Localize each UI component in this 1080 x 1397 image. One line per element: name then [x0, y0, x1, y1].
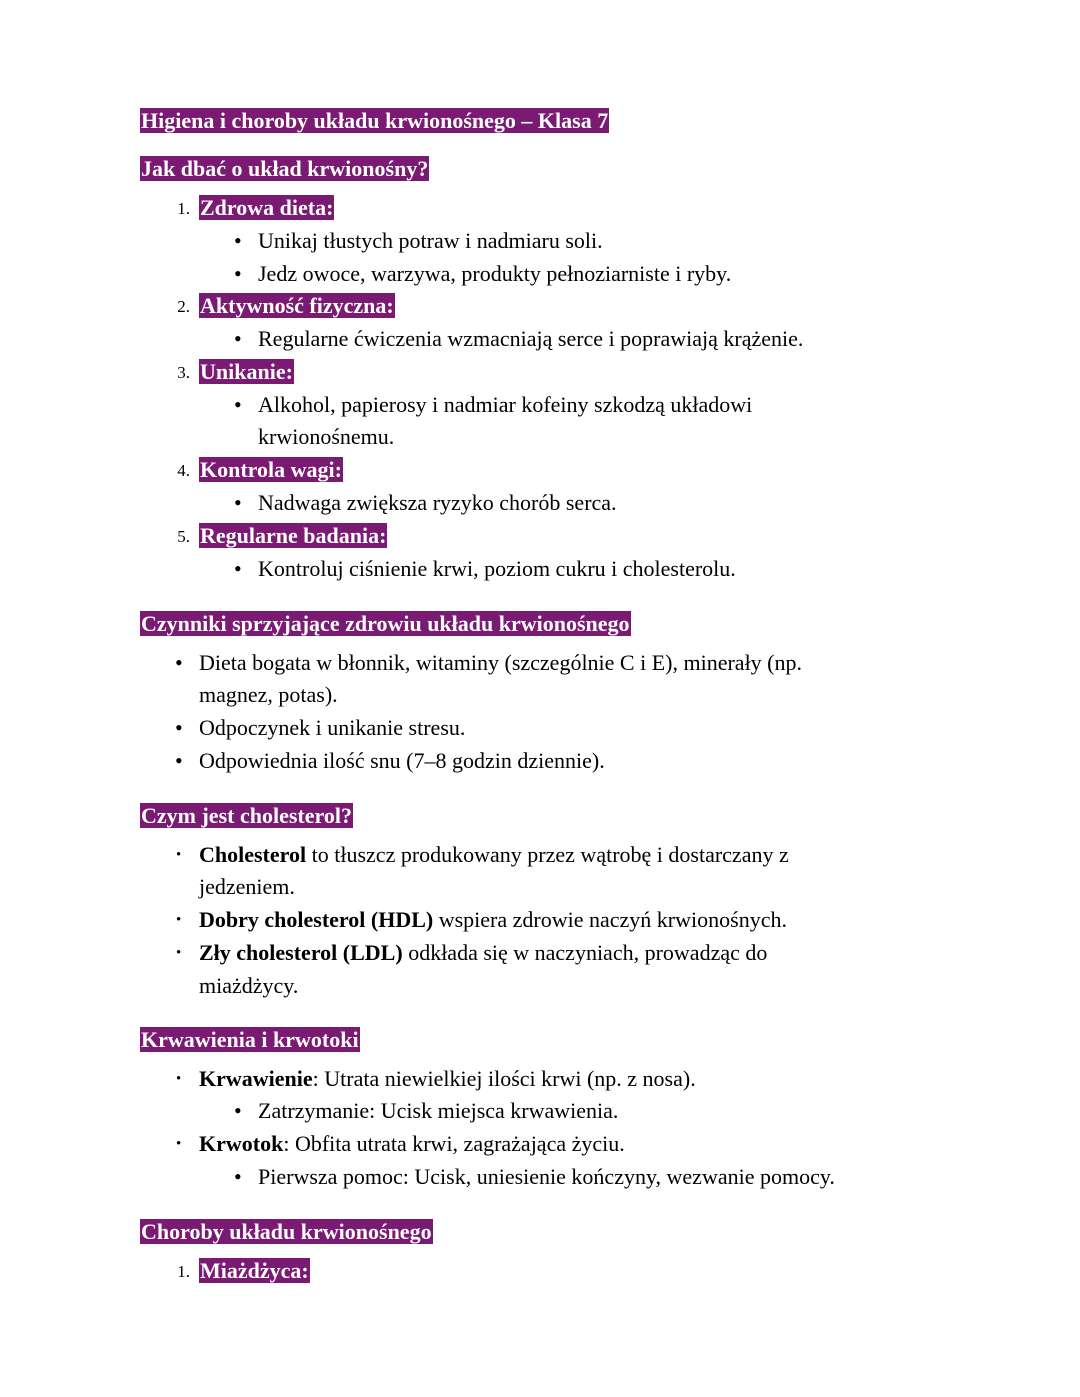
bullet-icon: • [176, 945, 182, 961]
list-number: 3. [177, 363, 190, 382]
list-item-continuation: krwionośnemu. [258, 424, 395, 449]
list-item-label: Regularne badania: [200, 523, 387, 548]
bullet-icon: • [234, 326, 242, 351]
bullet-icon: • [176, 1136, 182, 1152]
section-heading-cholesterol: Czym jest cholesterol? [141, 803, 352, 828]
list-item-label: Zdrowa dieta: [200, 195, 334, 220]
list-number: 2. [177, 297, 190, 316]
section-heading-care: Jak dbać o układ krwionośny? [141, 156, 429, 181]
list-item: Krwawienie: Utrata niewielkiej ilości krwi (np. z nosa). [199, 1066, 696, 1091]
bullet-icon: • [176, 1071, 182, 1087]
list-item: Unikaj tłustych potraw i nadmiaru soli. [258, 228, 603, 253]
list-number: 5. [177, 527, 190, 546]
list-item: Jedz owoce, warzywa, produkty pełnoziarniste i ryby. [258, 261, 732, 286]
bullet-icon: • [176, 912, 182, 928]
document-title: Higiena i choroby układu krwionośnego – Klasa 7 [141, 108, 609, 133]
bullet-icon: • [176, 847, 182, 863]
list-number: 1. [177, 199, 190, 218]
section-heading-factors: Czynniki sprzyjające zdrowiu układu krwionośnego [141, 611, 630, 636]
list-item: Nadwaga zwiększa ryzyko chorób serca. [258, 490, 617, 515]
list-item: Zatrzymanie: Ucisk miejsca krwawienia. [258, 1098, 619, 1123]
bullet-icon: • [234, 228, 242, 253]
list-number: 4. [177, 461, 190, 480]
list-item: Zły cholesterol (LDL) odkłada się w naczyniach, prowadząc do [199, 940, 768, 965]
list-item-continuation: miażdżycy. [199, 973, 299, 998]
list-item: Cholesterol to tłuszcz produkowany przez wątrobę i dostarczany z [199, 842, 789, 867]
list-item-continuation: jedzeniem. [199, 874, 295, 899]
list-item: Kontroluj ciśnienie krwi, poziom cukru i cholesterolu. [258, 556, 736, 581]
list-item-label: Miażdżyca: [200, 1258, 309, 1283]
bullet-icon: • [234, 1164, 242, 1189]
list-item-label: Unikanie: [200, 359, 293, 384]
bullet-icon: • [175, 715, 183, 740]
list-item: Dieta bogata w błonnik, witaminy (szczególnie C i E), minerały (np. [199, 650, 803, 675]
bullet-icon: • [175, 650, 183, 675]
list-item: Odpoczynek i unikanie stresu. [199, 715, 466, 740]
bullet-icon: • [234, 392, 242, 417]
list-item-label: Aktywność fizyczna: [200, 293, 394, 318]
list-item: Dobry cholesterol (HDL) wspiera zdrowie naczyń krwionośnych. [199, 907, 787, 932]
list-number: 1. [177, 1262, 190, 1281]
bullet-icon: • [175, 748, 183, 773]
list-item-continuation: magnez, potas). [199, 682, 338, 707]
bullet-icon: • [234, 490, 242, 515]
list-item: Alkohol, papierosy i nadmiar kofeiny szkodzą układowi [258, 392, 753, 417]
list-item-label: Kontrola wagi: [200, 457, 342, 482]
list-item: Regularne ćwiczenia wzmacniają serce i poprawiają krążenie. [258, 326, 804, 351]
section-heading-diseases: Choroby układu krwionośnego [141, 1219, 432, 1244]
section-heading-bleeding: Krwawienia i krwotoki [141, 1027, 359, 1052]
bullet-icon: • [234, 1098, 242, 1123]
list-item: Krwotok: Obfita utrata krwi, zagrażająca życiu. [199, 1131, 625, 1156]
list-item: Odpowiednia ilość snu (7–8 godzin dziennie). [199, 748, 605, 773]
list-item: Pierwsza pomoc: Ucisk, uniesienie kończyny, wezwanie pomocy. [258, 1164, 835, 1189]
bullet-icon: • [234, 261, 242, 286]
bullet-icon: • [234, 556, 242, 581]
